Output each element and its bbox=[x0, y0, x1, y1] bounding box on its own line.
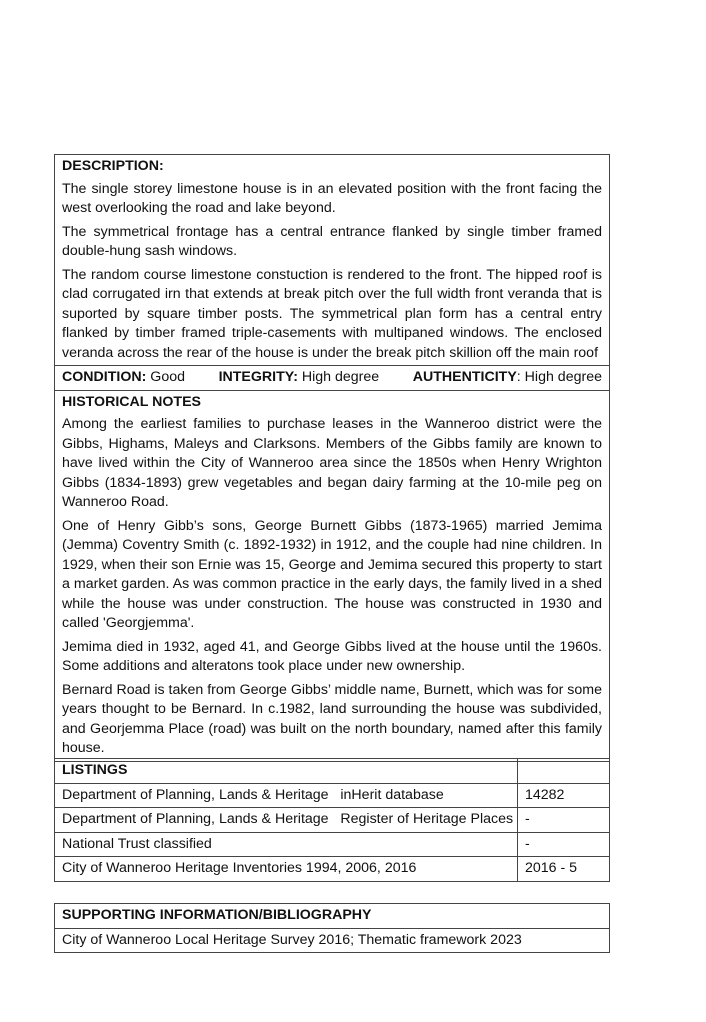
condition-value: Good bbox=[146, 369, 185, 385]
historical-paragraph: Bernard Road is taken from George Gibbs’ middle name, Burnett, which was for some years thought to be Bernard. In c.1982, land surrounding the house was subdivided, and Georjemma Place (road) was built on the north boundary, named after this family house. bbox=[62, 681, 602, 756]
description-heading: DESCRIPTION: bbox=[62, 158, 164, 174]
listings-heading-value bbox=[518, 759, 609, 783]
listing-row bbox=[55, 832, 609, 857]
historical-paragraph: One of Henry Gibb’s sons, George Burnett Gibbs (1873-1965) married Jemima (Jemma) Coventry Smith (c. 1892-1932) in 1912, and the couple had nine children. In 1929, when their son Ernie was 15, George and Jemima secured this property to start a market garden. As was common practice in the early days, the family lived in a shed while the house was under construction. The house was constructed in 1930 and called 'Georgjemma'. bbox=[62, 517, 602, 631]
listings-header-row bbox=[55, 759, 609, 783]
bibliography-heading: SUPPORTING INFORMATION/BIBLIOGRAPHY bbox=[62, 907, 372, 923]
bibliography-table bbox=[54, 903, 610, 953]
condition-label: CONDITION: bbox=[62, 369, 147, 385]
description-paragraph: The random course limestone constuction is rendered to the front. The hipped roof is clad corrugated irn that extends at break pitch over the full width front veranda that is suported by square timber posts. The symmetrical plan form has a central entry flanked by timber framed triple-casements with multipaned windows. The enclosed veranda across the rear of the house is under the break pitch skillion off the main roof bbox=[62, 266, 602, 361]
description-section bbox=[55, 155, 609, 365]
description-paragraph: The single storey limestone house is in an elevated position with the front facing the west overlooking the road and lake beyond. bbox=[62, 180, 602, 216]
listing-value: 14282 bbox=[525, 786, 565, 803]
listing-label: National Trust classified bbox=[55, 833, 518, 857]
historical-paragraph: Jemima died in 1932, aged 41, and George Gibbs lived at the house until the 1960s. Some additions and alteratons took place under new ownership. bbox=[62, 638, 602, 674]
condition-row bbox=[55, 365, 609, 390]
listing-row bbox=[55, 856, 609, 881]
description-paragraph: The symmetrical frontage has a central entrance flanked by single timber framed double-hung sash windows. bbox=[62, 223, 602, 259]
description-table bbox=[54, 154, 610, 762]
listing-label: Department of Planning, Lands & Heritage Register of Heritage Places bbox=[55, 808, 518, 832]
authenticity-value: : High degree bbox=[516, 369, 602, 385]
integrity-label: INTEGRITY: bbox=[218, 369, 298, 385]
listing-label: City of Wanneroo Heritage Inventories 1994, 2006, 2016 bbox=[55, 857, 518, 881]
integrity-field bbox=[219, 368, 380, 388]
listing-row bbox=[55, 783, 609, 808]
integrity-value: High degree bbox=[297, 369, 380, 385]
historical-notes-section bbox=[55, 390, 609, 761]
bibliography-text: City of Wanneroo Local Heritage Survey 2016; Thematic framework 2023 bbox=[55, 928, 609, 953]
listings-heading: LISTINGS bbox=[55, 759, 518, 783]
historical-paragraph: Among the earliest families to purchase leases in the Wanneroo district were the Gibbs, Highams, Maleys and Clarksons. Members of the Gibbs family are known to have lived within the City of Wanneroo area since the 1850s when Henry Wrighton Gibbs (1834-1893) grew vegetables and began dairy farming at the 10-mile peg on Wanneroo Road. bbox=[62, 416, 602, 510]
listing-value: - bbox=[525, 835, 530, 852]
listing-label: Department of Planning, Lands & Heritage inHerit database bbox=[55, 784, 518, 808]
listing-value: 2016 - 5 bbox=[525, 860, 578, 876]
authenticity-label: AUTHENTICITY bbox=[412, 369, 517, 385]
historical-notes-heading: HISTORICAL NOTES bbox=[62, 393, 201, 410]
condition-field bbox=[62, 368, 185, 388]
listings-table bbox=[54, 758, 610, 882]
authenticity-field bbox=[413, 368, 602, 388]
listing-value: - bbox=[525, 811, 530, 827]
listing-row bbox=[55, 807, 609, 832]
